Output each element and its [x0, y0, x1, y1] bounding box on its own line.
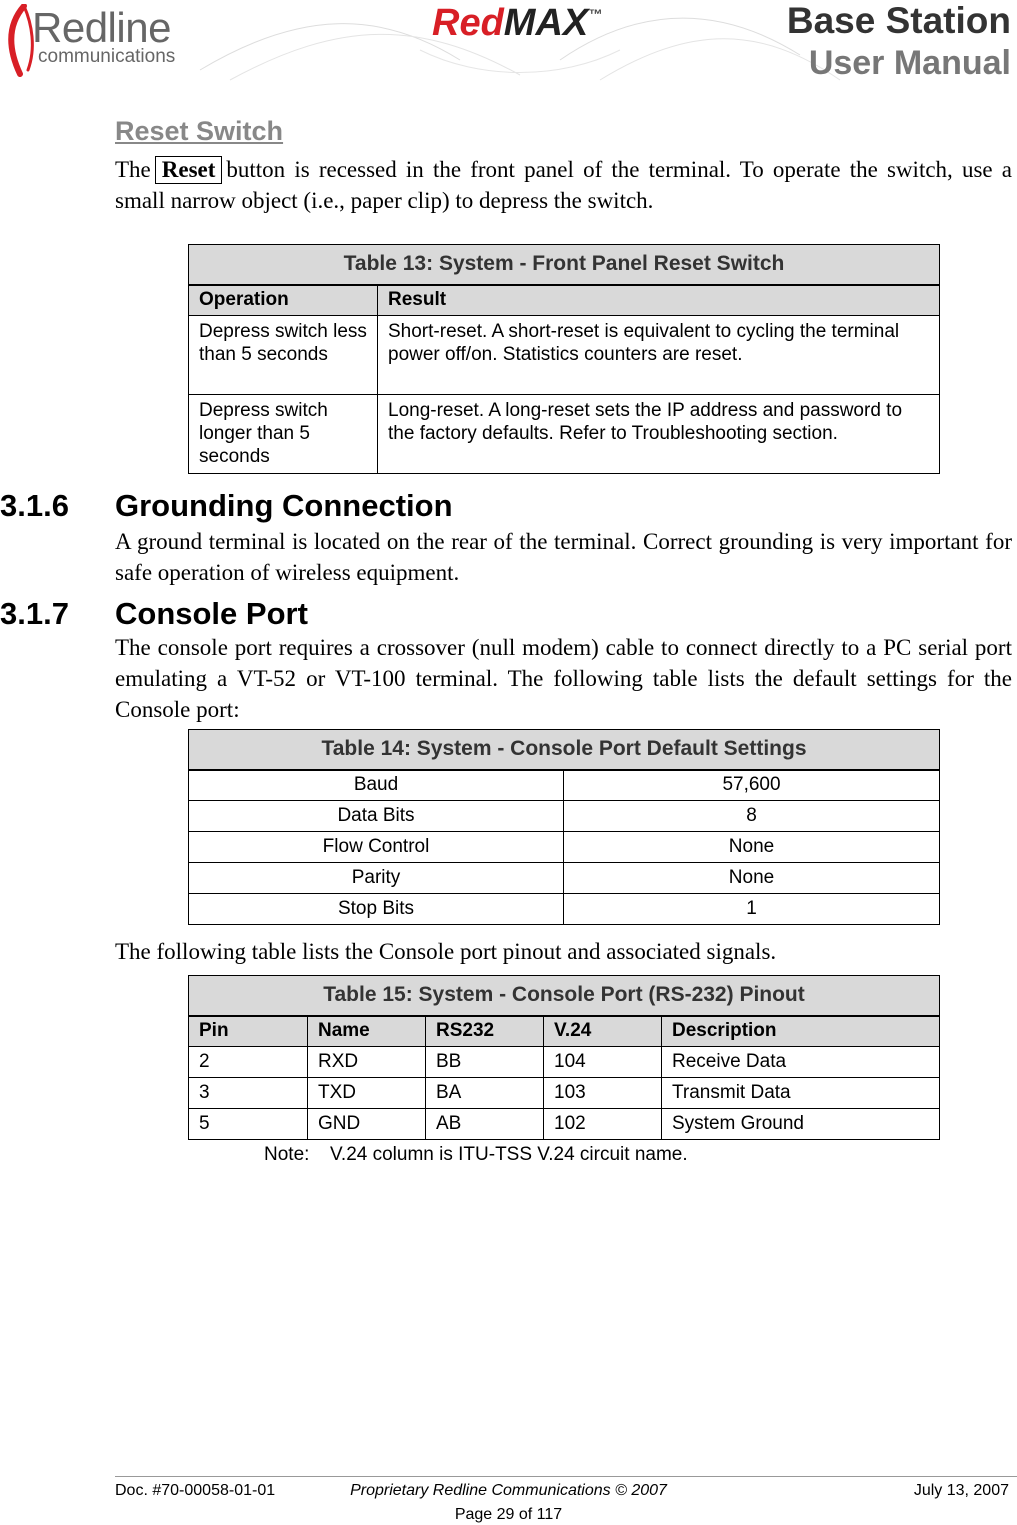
reset-switch-paragraph	[115, 154, 1012, 216]
trademark-symbol: ™	[588, 6, 603, 22]
table-cell: GND	[308, 1109, 426, 1140]
note-label: Note:	[264, 1144, 310, 1165]
table-13-caption: Table 13: System - Front Panel Reset Switch	[189, 245, 940, 285]
table-cell: 102	[544, 1109, 662, 1140]
table-row	[189, 801, 940, 832]
column-header: Pin	[189, 1016, 308, 1047]
table-14-console-settings	[188, 729, 940, 925]
setting-name: Stop Bits	[189, 894, 564, 925]
setting-value: 57,600	[564, 770, 940, 801]
table-cell: 5	[189, 1109, 308, 1140]
console-paragraph: The console port requires a crossover (null modem) cable to connect directly to a PC serial port emulating a VT-52 or VT-100 terminal. The following table lists the default settings for the Console port:	[115, 635, 1012, 722]
table-cell: 103	[544, 1078, 662, 1109]
setting-value: 8	[564, 801, 940, 832]
table-cell: BB	[426, 1047, 544, 1078]
setting-name: Baud	[189, 770, 564, 801]
footer-doc-number: Doc. #70-00058-01-01	[115, 1482, 276, 1499]
table-cell: Depress switch longer than 5 seconds	[189, 395, 378, 474]
table-15-console-pinout	[188, 975, 940, 1140]
table-cell: Long-reset. A long-reset sets the IP address and password to the factory defaults. Refer to Troubleshooting section.	[378, 395, 940, 474]
table-14-title: System - Console Port Default Settings	[416, 737, 807, 761]
column-header: V.24	[544, 1016, 662, 1047]
table-cell: Transmit Data	[662, 1078, 940, 1109]
column-header: Result	[378, 285, 940, 316]
header-title: Base Station	[786, 0, 1011, 41]
reset-para-post: button is recessed in the front panel of the terminal. To operate the switch, use a small narrow object (i.e., paper clip) to depress the switch.	[115, 157, 1012, 213]
table-14-caption: Table 14: System - Console Port Default Settings	[189, 730, 940, 770]
table-cell: 3	[189, 1078, 308, 1109]
table-row	[189, 395, 940, 474]
table-row	[189, 1047, 940, 1078]
table-cell: 104	[544, 1047, 662, 1078]
table-13-label: Table 13	[343, 252, 427, 276]
setting-name: Flow Control	[189, 832, 564, 863]
setting-value: None	[564, 832, 940, 863]
table-15-caption: Table 15: System - Console Port (RS-232) Pinout	[189, 976, 940, 1016]
table-13-title: System - Front Panel Reset Switch	[438, 252, 785, 276]
table-cell: Receive Data	[662, 1047, 940, 1078]
page-number: Page 29 of 117	[454, 1506, 563, 1523]
column-header: Operation	[189, 285, 378, 316]
table-cell: BA	[426, 1078, 544, 1109]
product-name-dark: MAX	[503, 2, 589, 44]
note-text: V.24 column is ITU-TSS V.24 circuit name.	[330, 1144, 688, 1165]
column-header: Description	[662, 1016, 940, 1047]
reset-para-pre: The	[115, 157, 151, 182]
redline-logo	[2, 4, 212, 74]
table-header-row	[189, 285, 940, 316]
column-header: RS232	[426, 1016, 544, 1047]
table-row	[189, 894, 940, 925]
setting-value: 1	[564, 894, 940, 925]
section-number: 3.1.7	[0, 596, 69, 631]
product-name	[432, 2, 602, 45]
section-title: Grounding Connection	[115, 488, 453, 523]
table-row	[189, 770, 940, 801]
section-number: 3.1.6	[0, 488, 69, 523]
table-row	[189, 1078, 940, 1109]
section-title: Console Port	[115, 596, 308, 631]
table-cell: AB	[426, 1109, 544, 1140]
footer-date: July 13, 2007	[913, 1482, 1009, 1499]
table-cell: RXD	[308, 1047, 426, 1078]
table-row	[189, 1109, 940, 1140]
grounding-paragraph: A ground terminal is located on the rear of the terminal. Correct grounding is very important for safe operation of wireless equipment.	[115, 529, 1012, 585]
footer-divider	[115, 1476, 1017, 1477]
table-row	[189, 832, 940, 863]
logo-tagline: communications	[38, 46, 176, 67]
setting-name: Data Bits	[189, 801, 564, 832]
page-header	[0, 0, 1017, 90]
header-subtitle: User Manual	[808, 44, 1011, 82]
setting-value: None	[564, 863, 940, 894]
table-15-label: Table 15	[323, 983, 406, 1007]
table-13-reset-switch	[188, 244, 940, 474]
table-cell: 2	[189, 1047, 308, 1078]
reset-button-label: Reset	[155, 156, 223, 184]
table-cell: Depress switch less than 5 seconds	[189, 316, 378, 395]
reset-switch-heading: Reset Switch	[115, 116, 284, 146]
pinout-intro-paragraph: The following table lists the Console port pinout and associated signals.	[115, 939, 777, 964]
product-name-red: Red	[432, 2, 504, 44]
table-note	[264, 1144, 688, 1166]
table-14-label: Table 14	[321, 737, 404, 761]
table-15-title: System - Console Port (RS-232) Pinout	[418, 983, 805, 1007]
logo-wordmark: Redline	[32, 4, 171, 51]
table-cell: TXD	[308, 1078, 426, 1109]
footer-proprietary: Proprietary Redline Communications © 2007	[350, 1482, 667, 1499]
column-header: Name	[308, 1016, 426, 1047]
table-row	[189, 316, 940, 395]
setting-name: Parity	[189, 863, 564, 894]
table-cell: System Ground	[662, 1109, 940, 1140]
table-header-row	[189, 1016, 940, 1047]
table-cell: Short-reset. A short-reset is equivalent to cycling the terminal power off/on. Statistics counters are reset.	[378, 316, 940, 395]
table-row	[189, 863, 940, 894]
